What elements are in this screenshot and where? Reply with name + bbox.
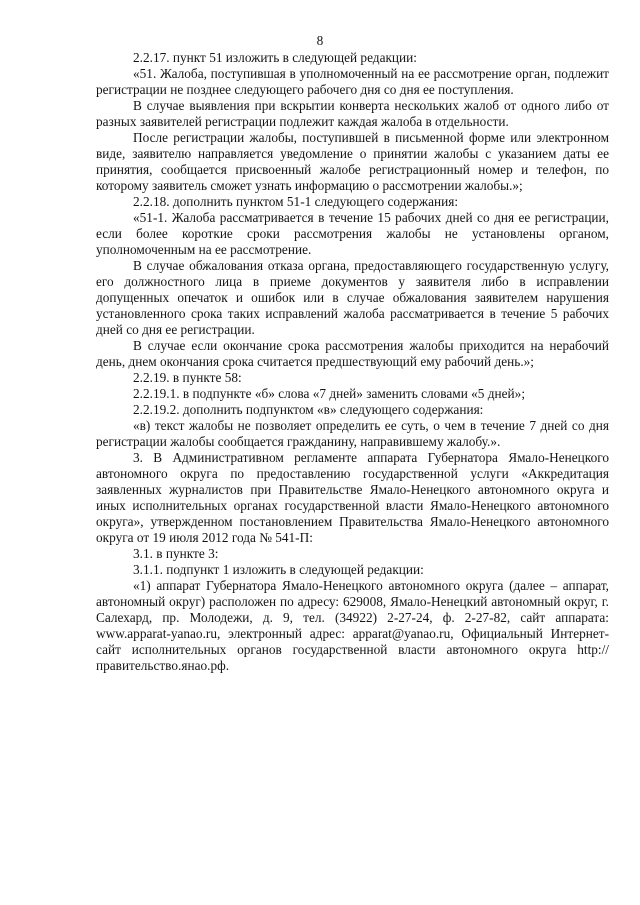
paragraph-3-1-1: 3.1.1. подпункт 1 изложить в следующей редакции: (133, 562, 424, 577)
paragraph-nonworking-day: В случае если окончание срока рассмотрения жалобы приходится на нерабочий день, днем окончания срока считается предшествующий ему рабочий день.»; (96, 338, 609, 369)
paragraph-2-2-17: 2.2.17. пункт 51 изложить в следующей редакции: (133, 50, 417, 65)
paragraph-2-2-19-1: 2.2.19.1. в подпункте «б» слова «7 дней» заменить словами «5 дней»; (133, 386, 526, 401)
paragraph-2-2-19-2: 2.2.19.2. дополнить подпунктом «в» следующего содержания: (133, 402, 484, 417)
paragraph-section-3: 3. В Административном регламенте аппарата Губернатора Ямало-Ненецкого автономного округа по предоставлению государственной услуги «Аккредитация заявленных журналистов при Правительстве Ямало-Ненецкого автономного округа и иных исполнительных органах государственной власти Ямало-Ненецкого автономного округа», утвержденном постановлением Правительства Ямало-Ненецкого автономного округа от 19 июля 2012 года № 541-П: (96, 450, 609, 545)
paragraph-point-51-1: «51-1. Жалоба рассматривается в течение 15 рабочих дней со дня ее регистрации, если более короткие сроки рассмотрения жалобы не установлены органом, уполномоченным на ее рассмотрение. (96, 210, 609, 257)
paragraph-2-2-18: 2.2.18. дополнить пунктом 51-1 следующего содержания: (133, 194, 459, 209)
paragraph-subpoint-1-address: «1) аппарат Губернатора Ямало-Ненецкого автономного округа (далее – аппарат, автономный округ) расположен по адресу: 629008, Ямало-Ненецкий автономный округ, г. Салехард, пр. Молодежи, д. 9, тел. (34922) 2-27-24, ф. 2-27-82, сайт аппарата: www.apparat-yanao.ru, электронный адрес: apparat@yanao.ru, Официальный Интернет-сайт исполнительных органов государственной власти автономного округа http://правительство.янао.рф. (96, 578, 609, 673)
paragraph-subpoint-v: «в) текст жалобы не позволяет определить ее суть, о чем в течение 7 дней со дня регистрации жалобы сообщается гражданину, направившему жалобу.». (96, 418, 609, 449)
paragraph-appeal-refusal: В случае обжалования отказа органа, предоставляющего государственную услугу, его должностного лица в приеме документов у заявителя либо в исправлении допущенных опечаток и ошибок или в случае обжалования заявителем нарушения установленного срока таких исправлений жалоба рассматривается в течение 5 рабочих дней со дня ее регистрации. (96, 258, 609, 337)
paragraph-multiple-complaints: В случае выявления при вскрытии конверта нескольких жалоб от одного либо от разных заявителей регистрации подлежит каждая жалоба в отдельности. (96, 98, 609, 129)
document-body (96, 50, 609, 674)
paragraph-2-2-19: 2.2.19. в пункте 58: (133, 370, 242, 385)
page-number: 8 (316, 33, 324, 48)
paragraph-point-51: «51. Жалоба, поступившая в уполномоченный на ее рассмотрение орган, подлежит регистрации не позднее следующего рабочего дня со дня ее поступления. (96, 66, 609, 97)
paragraph-3-1: 3.1. в пункте 3: (133, 546, 219, 561)
paragraph-after-registration: После регистрации жалобы, поступившей в письменной форме или электронном виде, заявителю направляется уведомление о принятии жалобы с указанием даты ее принятия, сообщается присвоенный жалобе регистрационный номер и телефон, по которому заявитель сможет узнать информацию о рассмотрении жалобы.»; (96, 130, 609, 193)
